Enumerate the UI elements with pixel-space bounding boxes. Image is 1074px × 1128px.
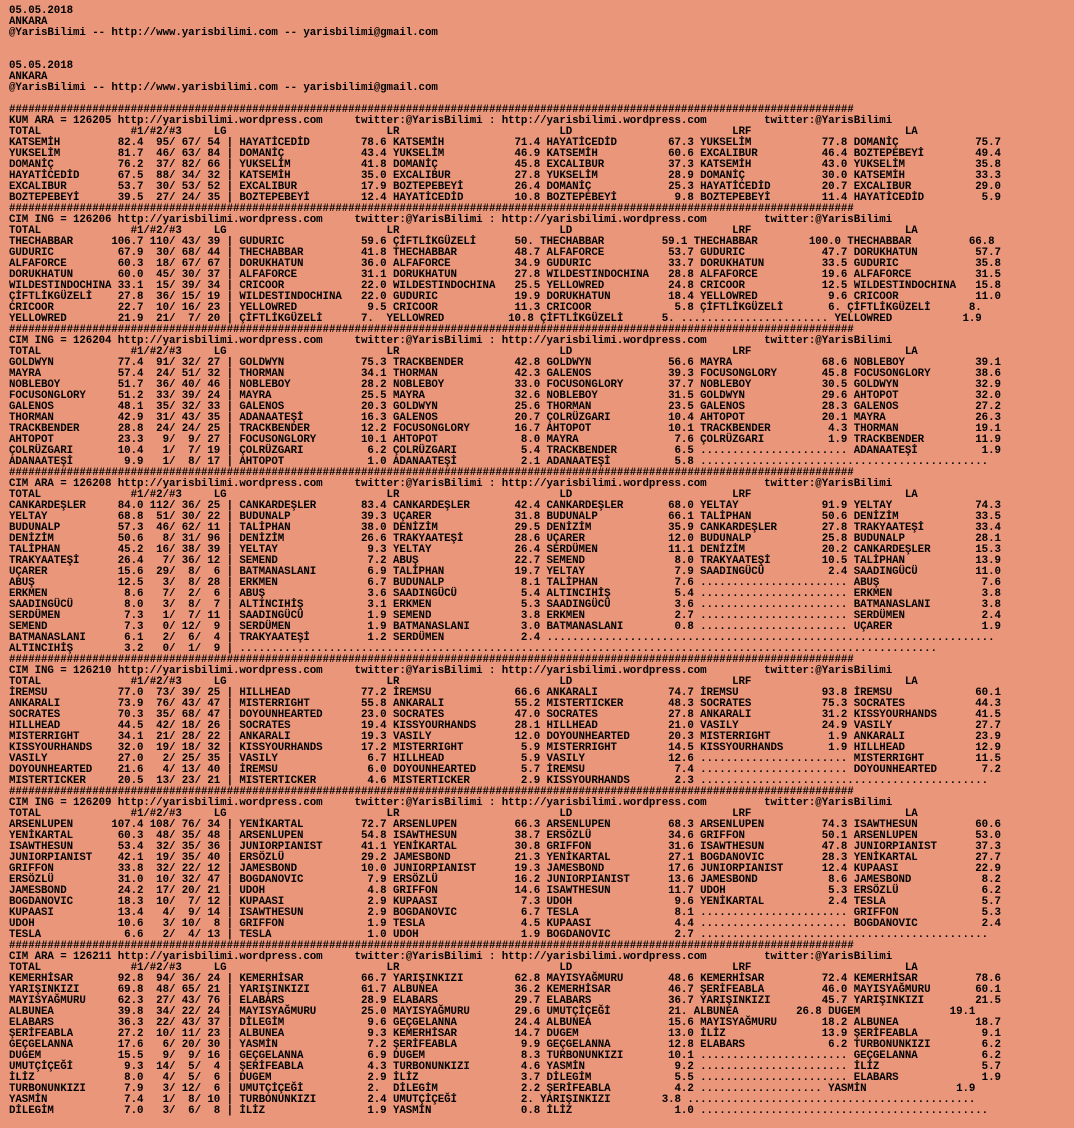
result-row: KISSYOURHANDS 32.0 19/ 18/ 32 | KISSYOURHANDS 17.2 MISTERRIGHT 5.9 MISTERRIGHT 14.5 KISSYOURHANDS 1.9 HILLHEAD 12.9: [9, 742, 1001, 754]
result-row: TURBONUNKIZI 7.9 3/ 12/ 6 | UMUTÇİÇEĞİ 2. DİLEGİM 2.2 ŞERİFEABLA 4.2 ................... YASMİN 1.9: [9, 1083, 976, 1095]
column-headers: TOTAL #1/#2/#3 LG LR LD LRF LA: [9, 808, 918, 820]
result-row: TRAKYAATEŞİ 26.4 7/ 36/ 12 | SEMEND 7.2 ABUŞ 22.7 SEMEND 8.0 TRAKYAATEŞİ 10.5 TALİPHAN 13.9: [9, 555, 1001, 567]
result-row: GEÇGELANNA 17.6 6/ 20/ 30 | YASMİN 7.2 ŞERİFEABLA 9.9 GEÇGELANNA 12.8 ELABARS 6.2 TURBONUNKIZI 6.2: [9, 1039, 1001, 1051]
result-row: DENİZİM 50.6 8/ 31/ 96 | DENİZİM 26.6 TRAKYAATEŞİ 28.6 UÇARER 12.0 BUDUNALP 25.8 BUDUNALP 28.1: [9, 533, 1001, 545]
result-row: DOYOUNHEARTED 21.6 4/ 13/ 40 | İREMSU 6.0 DOYOUNHEARTED 5.7 İREMSU 7.4 ....................... DOYOUNHEARTED 7.2: [9, 764, 1001, 776]
section-divider: ####################################################################################################################################: [9, 654, 854, 666]
result-row: JAMESBOND 24.2 17/ 20/ 21 | UDOH 4.8 GRIFFON 14.6 ISAWTHESUN 11.7 UDOH 5.3 ERSÖZLÜ 6.2: [9, 885, 1001, 897]
result-row: ALFAFORCE 60.3 18/ 67/ 67 | DORUKHATUN 36.0 ALFAFORCE 34.9 GUDURIC 33.7 DORUKHATUN 33.5 GUDURIC 35.8: [9, 258, 1001, 270]
column-headers: TOTAL #1/#2/#3 LG LR LD LRF LA: [9, 225, 918, 237]
date-line: 05.05.2018: [9, 5, 73, 17]
result-row: ANKARALI 73.9 76/ 43/ 47 | MISTERRIGHT 55.8 ANKARALI 55.2 MISTERTICKER 48.3 SOCRATES 75.3 SOCRATES 44.3: [9, 698, 1001, 710]
result-row: WILDESTINDOCHINA 33.1 15/ 39/ 34 | CRICOOR 22.0 WILDESTINDOCHINA 25.5 YELLOWRED 24.8 CRICOOR 12.5 WILDESTINDOCHINA 15.8: [9, 280, 1001, 292]
blank-line: [9, 50, 1001, 61]
result-row: BATMANASLANI 6.1 2/ 6/ 4 | TRAKYAATEŞİ 1.2 SERDÜMEN 2.4 ......................................................................: [9, 632, 995, 644]
result-row: ISAWTHESUN 53.4 32/ 35/ 36 | JUNIORPIANIST 41.1 YENİKARTAL 30.8 GRIFFON 31.6 ISAWTHESUN 47.8 JUNIORPIANIST 37.3: [9, 841, 1001, 853]
result-row: ABUŞ 12.5 3/ 8/ 28 | ERKMEN 6.7 BUDUNALP 8.1 TALİPHAN 7.6 ....................... ABUŞ 7.6: [9, 577, 1001, 589]
result-row: HILLHEAD 44.5 42/ 18/ 26 | SOCRATES 19.4 KISSYOURHANDS 28.1 HILLHEAD 21.0 VASILY 24.9 VASILY 27.7: [9, 720, 1001, 732]
result-row: İREMSU 77.0 73/ 39/ 25 | HILLHEAD 77.2 İREMSU 66.6 ANKARALI 74.7 İREMSU 93.8 İREMSU 60.1: [9, 687, 1001, 699]
race-header: CIM ING = 126206 http://yarisbilimi.wordpress.com twitter:@YarisBilimi : http://yarisbilimi.wordpress.com twitter:@YarisBilimi: [9, 214, 893, 226]
result-row: GALENOS 48.1 35/ 32/ 33 | GALENOS 20.3 GOLDWYN 25.6 THORMAN 23.5 GALENOS 28.3 GALENOS 27.2: [9, 401, 1001, 413]
result-row: EXCALIBUR 53.7 30/ 53/ 52 | EXCALIBUR 17.9 BOZTEPEBEYİ 26.4 DOMANİÇ 25.3 HAYATİCEDİD 20.7 EXCALIBUR 29.0: [9, 181, 1001, 193]
column-headers: TOTAL #1/#2/#3 LG LR LD LRF LA: [9, 676, 918, 688]
result-row: TALİPHAN 45.2 16/ 38/ 39 | YELTAY 9.3 YELTAY 26.4 SERDÜMEN 11.1 DENİZİM 20.2 CANKARDEŞLER 15.3: [9, 544, 1001, 556]
date-line: 05.05.2018: [9, 60, 73, 72]
result-row: MAYISYAĞMURU 62.3 27/ 43/ 76 | ELABARS 28.9 ELABARS 29.7 ELABARS 36.7 YARIŞINKIZI 45.7 YARIŞINKIZI 21.5: [9, 995, 1001, 1007]
result-row: GUDURIC 67.9 30/ 68/ 44 | THECHABBAR 41.8 THECHABBAR 48.7 ALFAFORCE 53.7 GUDURIC 47.7 DORUKHATUN 57.7: [9, 247, 1001, 259]
result-row: DOMANİÇ 76.2 37/ 82/ 66 | YUKSELİM 41.8 DOMANİÇ 45.8 EXCALIBUR 37.3 KATSEMİH 43.0 YUKSELİM 35.8: [9, 159, 1001, 171]
race-header: CIM ARA = 126208 http://yarisbilimi.wordpress.com twitter:@YarisBilimi : http://yarisbilimi.wordpress.com twitter:@YarisBilimi: [9, 478, 893, 490]
result-row: DORUKHATUN 60.0 45/ 30/ 37 | ALFAFORCE 31.1 DORUKHATUN 27.8 WILDESTINDOCHINA 28.8 ALFAFORCE 19.6 ALFAFORCE 31.5: [9, 269, 1001, 281]
result-row: THECHABBAR 106.7 110/ 43/ 39 | GUDURIC 59.6 ÇİFTLİKGÜZELİ 50. THECHABBAR 59.1 THECHABBAR 100.0 THECHABBAR 66.8: [9, 236, 995, 248]
result-row: CRICOOR 22.7 10/ 16/ 23 | YELLOWRED 9.5 CRICOOR 11.3 CRICOOR 5.8 ÇİFTLİKGÜZELİ 6. ÇİFTLİKGÜZELİ 8.: [9, 302, 982, 314]
column-headers: TOTAL #1/#2/#3 LG LR LD LRF LA: [9, 126, 918, 138]
result-row: ÇİFTLİKGÜZELİ 27.8 36/ 15/ 19 | WILDESTINDOCHINA 22.0 GUDURIC 19.9 DORUKHATUN 18.4 YELLOWRED 9.6 CRICOOR 11.0: [9, 291, 1001, 303]
race-header: CIM ING = 126210 http://yarisbilimi.wordpress.com twitter:@YarisBilimi : http://yarisbilimi.wordpress.com twitter:@YarisBilimi: [9, 665, 893, 677]
result-row: THORMAN 42.9 31/ 43/ 35 | ADANAATEŞİ 16.3 GALENOS 20.7 ÇOLRÜZGARI 10.4 AHTOPOT 20.1 MAYRA 26.3: [9, 412, 1001, 424]
result-row: YARIŞINKIZI 69.8 48/ 65/ 21 | YARIŞINKIZI 61.7 ALBUNEA 36.2 KEMERHİSAR 46.7 ŞERİFEABLA 46.0 MAYISYAĞMURU 60.1: [9, 984, 1001, 996]
result-row: YUKSELİM 81.7 46/ 63/ 84 | DOMANİÇ 43.4 YUKSELİM 46.9 KATSEMİH 60.6 EXCALIBUR 46.4 BOZTEPEBEYİ 49.4: [9, 148, 1001, 160]
race-header: CIM ING = 126204 http://yarisbilimi.wordpress.com twitter:@YarisBilimi : http://yarisbilimi.wordpress.com twitter:@YarisBilimi: [9, 335, 893, 347]
result-row: UÇARER 15.6 29/ 8/ 6 | BATMANASLANI 6.9 TALİPHAN 19.7 YELTAY 7.9 SAADINGÜCÜ 2.4 SAADINGÜCÜ 11.0: [9, 566, 1001, 578]
result-row: ÇOLRÜZGARI 10.4 1/ 7/ 19 | ÇOLRÜZGARI 6.2 ÇOLRÜZGARI 5.4 TRACKBENDER 6.5 ....................... ADANAATEŞİ 1.9: [9, 445, 1001, 457]
result-row: BOGDANOVIC 18.3 10/ 7/ 12 | KUPAASI 2.9 KUPAASI 7.3 UDOH 9.6 YENİKARTAL 2.4 TESLA 5.7: [9, 896, 1001, 908]
section-divider: ####################################################################################################################################: [9, 104, 854, 116]
result-row: DİLEGİM 7.0 3/ 6/ 8 | İLİZ 1.9 YASMİN 0.8 İLİZ 1.0 .............................................: [9, 1105, 989, 1117]
result-row: ALTINCIHİŞ 3.2 0/ 1/ 9 | .............................................................................................................: [9, 643, 937, 655]
result-row: MAYRA 57.4 24/ 51/ 32 | THORMAN 34.1 THORMAN 42.3 GALENOS 39.3 FOCUSONGLORY 45.8 FOCUSONGLORY 38.6: [9, 368, 1001, 380]
section-divider: ####################################################################################################################################: [9, 786, 854, 798]
contact-line: @YarisBilimi -- http://www.yarisbilimi.com -- yarisbilimi@gmail.com: [9, 82, 438, 94]
result-row: TESLA 6.6 2/ 4/ 13 | TESLA 1.0 UDOH 1.9 BOGDANOVIC 2.7 .............................................: [9, 929, 989, 941]
result-row: YENİKARTAL 60.3 48/ 35/ 48 | ARSENLUPEN 54.8 ISAWTHESUN 38.7 ERSÖZLÜ 34.6 GRIFFON 50.1 ARSENLUPEN 53.0: [9, 830, 1001, 842]
result-row: DUGEM 15.5 9/ 9/ 16 | GEÇGELANNA 6.9 DUGEM 8.3 TURBONUNKIZI 10.1 ....................... GEÇGELANNA 6.2: [9, 1050, 1001, 1062]
result-row: KEMERHİSAR 92.8 94/ 36/ 24 | KEMERHİSAR 66.7 YARIŞINKIZI 62.8 MAYISYAĞMURU 48.6 KEMERHİSAR 72.4 KEMERHİSAR 78.6: [9, 973, 1001, 985]
text-line: ANKARA: [9, 71, 48, 83]
result-row: CANKARDEŞLER 84.0 112/ 36/ 25 | CANKARDEŞLER 83.4 CANKARDEŞLER 42.4 CANKARDEŞLER 68.0 YELTAY 91.9 YELTAY 74.3: [9, 500, 1001, 512]
race-header: CIM ARA = 126211 http://yarisbilimi.wordpress.com twitter:@YarisBilimi : http://yarisbilimi.wordpress.com twitter:@YarisBilimi: [9, 951, 893, 963]
result-row: AHTOPOT 23.3 9/ 9/ 27 | FOCUSONGLORY 10.1 AHTOPOT 8.0 MAYRA 7.6 ÇOLRÜZGARI 1.9 TRACKBENDER 11.9: [9, 434, 1001, 446]
result-row: BUDUNALP 57.3 46/ 62/ 11 | TALİPHAN 38.0 DENİZİM 29.5 DENİZİM 35.9 CANKARDEŞLER 27.8 TRAKYAATEŞİ 33.4: [9, 522, 1001, 534]
result-row: MISTERRIGHT 34.1 21/ 28/ 22 | ANKARALI 19.3 VASILY 12.0 DOYOUNHEARTED 20.3 MISTERRIGHT 1.9 ANKARALI 23.9: [9, 731, 1001, 743]
result-row: KATSEMİH 82.4 95/ 67/ 54 | HAYATİCEDİD 78.6 KATSEMİH 71.4 HAYATİCEDİD 67.3 YUKSELİM 77.8 DOMANİÇ 75.7: [9, 137, 1001, 149]
result-row: ARSENLUPEN 107.4 108/ 76/ 34 | YENİKARTAL 72.7 ARSENLUPEN 66.3 ARSENLUPEN 68.3 ARSENLUPEN 74.3 ISAWTHESUN 60.6: [9, 819, 1001, 831]
result-row: SAADINGÜCÜ 8.0 3/ 8/ 7 | ALTINCIHİŞ 3.1 ERKMEN 5.3 SAADINGÜCÜ 3.6 ....................... BATMANASLANI 3.8: [9, 599, 1001, 611]
result-row: UDOH 10.6 3/ 10/ 8 | GRIFFON 1.9 TESLA 4.5 KUPAASI 4.4 ....................... BOGDANOVIC 2.4: [9, 918, 1001, 930]
result-row: ELABARS 36.3 22/ 43/ 37 | DİLEGİM 9.6 GEÇGELANNA 24.4 ALBUNEA 15.6 MAYISYAĞMURU 18.2 ALBUNEA 18.7: [9, 1017, 1001, 1029]
result-row: ALBUNEA 39.8 34/ 22/ 24 | MAYISYAĞMURU 25.0 MAYISYAĞMURU 29.6 UMUTÇİÇEĞİ 21. ALBUNEA 26.8 DUGEM 19.1: [9, 1006, 976, 1018]
column-headers: TOTAL #1/#2/#3 LG LR LD LRF LA: [9, 346, 918, 358]
result-row: NOBLEBOY 51.7 36/ 40/ 46 | NOBLEBOY 28.2 NOBLEBOY 33.0 FOCUSONGLORY 37.7 NOBLEBOY 30.5 GOLDWYN 32.9: [9, 379, 1001, 391]
result-row: YASMİN 7.4 1/ 8/ 10 | TURBONUNKIZI 2.4 UMUTÇİÇEĞİ 2. YARIŞINKIZI 3.8 .............................................: [9, 1094, 976, 1106]
column-headers: TOTAL #1/#2/#3 LG LR LD LRF LA: [9, 962, 918, 974]
result-row: BOZTEPEBEYİ 39.5 27/ 24/ 35 | BOZTEPEBEYİ 12.4 HAYATİCEDİD 10.8 BOZTEPEBEYİ 9.8 BOZTEPEBEYİ 11.4 HAYATİCEDİD 5.9: [9, 192, 1001, 204]
result-row: HAYATİCEDİD 67.5 88/ 34/ 32 | KATSEMİH 35.0 EXCALIBUR 27.8 YUKSELİM 28.9 DOMANİÇ 30.0 KATSEMİH 33.3: [9, 170, 1001, 182]
result-row: YELLOWRED 21.9 21/ 7/ 20 | ÇİFTLİKGÜZELİ 7. YELLOWRED 10.8 ÇİFTLİKGÜZELİ 5. ....................... YELLOWRED 1.9: [9, 313, 982, 325]
result-row: SOCRATES 70.3 35/ 68/ 47 | DOYOUNHEARTED 23.0 SOCRATES 47.0 SOCRATES 27.8 ANKARALI 31.2 KISSYOURHANDS 41.5: [9, 709, 1001, 721]
result-row: İLİZ 8.0 4/ 5/ 6 | DUGEM 2.9 İLİZ 3.7 DİLEGİM 5.5 ....................... ELABARS 1.9: [9, 1072, 1001, 1084]
result-row: ERSÖZLÜ 31.0 10/ 32/ 47 | BOGDANOVIC 7.9 ERSÖZLÜ 16.2 JUNIORPIANIST 13.6 JAMESBOND 8.6 JAMESBOND 8.2: [9, 874, 1001, 886]
result-row: GRIFFON 33.8 32/ 22/ 12 | JAMESBOND 10.0 JUNIORPIANIST 19.3 JAMESBOND 17.6 JUNIORPIANIST 12.4 KUPAASI 22.9: [9, 863, 1001, 875]
result-row: GOLDWYN 77.4 91/ 32/ 27 | GOLDWYN 75.3 TRACKBENDER 42.8 GOLDWYN 56.6 MAYRA 68.6 NOBLEBOY 39.1: [9, 357, 1001, 369]
result-row: VASILY 27.0 2/ 25/ 35 | VASILY 6.7 HILLHEAD 5.9 VASILY 12.6 ....................... MISTERRIGHT 11.5: [9, 753, 1001, 765]
contact-line: @YarisBilimi -- http://www.yarisbilimi.com -- yarisbilimi@gmail.com: [9, 27, 438, 39]
result-row: ADANAATEŞİ 9.9 1/ 8/ 17 | AHTOPOT 1.0 ADANAATEŞİ 2.1 ADANAATEŞİ 5.8 .............................................: [9, 456, 989, 468]
text-line: ANKARA: [9, 16, 48, 28]
result-row: ŞERİFEABLA 27.2 10/ 11/ 23 | ALBUNEA 9.3 KEMERHİSAR 14.7 DUGEM 13.0 İLİZ 13.9 ŞERİFEABLA 9.1: [9, 1028, 1001, 1040]
section-divider: ####################################################################################################################################: [9, 324, 854, 336]
result-row: TRACKBENDER 28.8 24/ 24/ 25 | TRACKBENDER 12.2 FOCUSONGLORY 16.7 AHTOPOT 10.1 TRACKBENDER 4.3 THORMAN 19.1: [9, 423, 1001, 435]
result-row: YELTAY 68.8 51/ 30/ 22 | BUDUNALP 39.3 UÇARER 31.8 BUDUNALP 66.1 TALİPHAN 50.6 DENİZİM 33.5: [9, 511, 1001, 523]
race-results-document: [9, 6, 1001, 1117]
blank-line: [9, 39, 1001, 50]
section-divider: ####################################################################################################################################: [9, 467, 854, 479]
result-row: KUPAASI 13.4 4/ 9/ 14 | ISAWTHESUN 2.9 BOGDANOVIC 6.7 TESLA 8.1 ....................... GRIFFON 5.3: [9, 907, 1001, 919]
result-row: SERDÜMEN 7.3 1/ 7/ 11 | SAADINGÜCÜ 1.9 SEMEND 3.8 ERKMEN 2.7 ....................... SERDÜMEN 2.4: [9, 610, 1001, 622]
section-divider: ####################################################################################################################################: [9, 203, 854, 215]
section-divider: ####################################################################################################################################: [9, 940, 854, 952]
result-row: UMUTÇİÇEĞİ 9.3 14/ 5/ 4 | ŞERİFEABLA 4.3 TURBONUNKIZI 4.6 YASMİN 9.2 ....................... İLİZ 5.7: [9, 1061, 1001, 1073]
race-header: CIM ING = 126209 http://yarisbilimi.wordpress.com twitter:@YarisBilimi : http://yarisbilimi.wordpress.com twitter:@YarisBilimi: [9, 797, 893, 809]
race-header: KUM ARA = 126205 http://yarisbilimi.wordpress.com twitter:@YarisBilimi : http://yarisbilimi.wordpress.com twitter:@YarisBilimi: [9, 115, 893, 127]
result-row: FOCUSONGLORY 51.2 33/ 39/ 24 | MAYRA 25.5 MAYRA 32.6 NOBLEBOY 31.5 GOLDWYN 29.6 AHTOPOT 32.0: [9, 390, 1001, 402]
result-row: SEMEND 7.3 0/ 12/ 9 | SERDÜMEN 1.9 BATMANASLANI 3.0 BATMANASLANI 0.8 ....................... UÇARER 1.9: [9, 621, 1001, 633]
result-row: MISTERTICKER 20.5 13/ 23/ 21 | MISTERTICKER 4.6 MISTERTICKER 2.9 KISSYOURHANDS 2.3 .............................................: [9, 775, 989, 787]
result-row: JUNIORPIANIST 42.1 19/ 35/ 40 | ERSÖZLÜ 29.2 JAMESBOND 21.3 YENİKARTAL 27.1 BOGDANOVIC 28.3 YENİKARTAL 27.7: [9, 852, 1001, 864]
column-headers: TOTAL #1/#2/#3 LG LR LD LRF LA: [9, 489, 918, 501]
result-row: ERKMEN 8.6 7/ 2/ 6 | ABUŞ 3.6 SAADINGÜCÜ 5.4 ALTINCIHİŞ 5.4 ....................... ERKMEN 3.8: [9, 588, 1001, 600]
